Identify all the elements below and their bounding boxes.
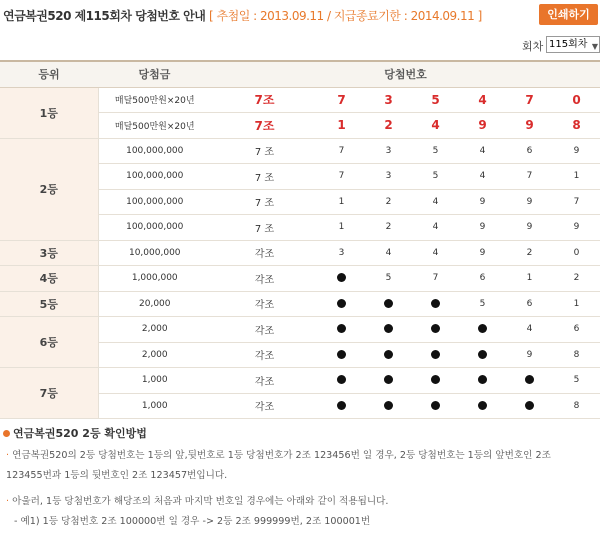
wildcard-dot-icon: [384, 299, 393, 308]
wildcard-dot-icon: [478, 350, 487, 359]
number-cell: 4: [412, 189, 459, 215]
wildcard-dot-icon: [384, 401, 393, 410]
header-amount: 당첨금: [98, 61, 211, 87]
info-line-1: [6, 446, 551, 465]
dot-icon: [412, 368, 459, 394]
number-cell: 9: [459, 215, 506, 241]
amount-cell: 2,000: [98, 342, 211, 368]
group-cell: 7 조: [211, 138, 318, 164]
amount-cell: 2,000: [98, 317, 211, 343]
number-cell: 6: [506, 291, 553, 317]
wildcard-dot-icon: [384, 350, 393, 359]
number-cell: 7: [553, 189, 600, 215]
number-cell: 3: [318, 240, 365, 266]
number-cell: 5: [412, 138, 459, 164]
number-cell: 5: [365, 266, 412, 292]
dot-icon: [506, 368, 553, 394]
wildcard-dot-icon: [478, 375, 487, 384]
amount-cell: 매달500만원×20년: [98, 87, 211, 113]
number-cell: 8: [553, 393, 600, 419]
info-text: 연금복권520의 2등 당첨번호는 1등의 앞,뒷번호로 1등 당첨번호가 2조 123456번 일 경우, 2등 당첨번호는 1등의 앞번호인 2조: [12, 450, 551, 461]
number-cell: 7: [506, 164, 553, 190]
dot-icon: [365, 393, 412, 419]
wildcard-dot-icon: [337, 324, 346, 333]
header-rank: 등위: [0, 61, 98, 87]
number-cell: 4: [506, 317, 553, 343]
number-cell: 4: [412, 215, 459, 241]
amount-cell: 10,000,000: [98, 240, 211, 266]
number-cell: 7: [506, 87, 553, 113]
number-cell: 4: [365, 240, 412, 266]
rank-cell: 3등: [0, 240, 98, 266]
number-cell: 9: [553, 138, 600, 164]
dot-icon: [459, 342, 506, 368]
header: [0, 0, 600, 30]
dot-icon: [412, 393, 459, 419]
number-cell: 3: [365, 164, 412, 190]
dot-icon: [318, 266, 365, 292]
group-cell: 각조: [211, 317, 318, 343]
dot-icon: [318, 317, 365, 343]
number-cell: 7: [318, 87, 365, 113]
print-button[interactable]: 인쇄하기: [539, 4, 598, 25]
number-cell: 1: [506, 266, 553, 292]
table-row: [0, 87, 600, 113]
number-cell: 4: [412, 240, 459, 266]
number-cell: 0: [553, 87, 600, 113]
group-cell: 7조: [211, 87, 318, 113]
dot-icon: [412, 317, 459, 343]
number-cell: 7: [412, 266, 459, 292]
number-cell: 3: [365, 87, 412, 113]
number-cell: 2: [365, 215, 412, 241]
number-cell: 5: [553, 368, 600, 394]
number-cell: 0: [553, 240, 600, 266]
number-cell: 1: [318, 113, 365, 139]
number-cell: 1: [553, 291, 600, 317]
number-cell: 1: [318, 189, 365, 215]
dot-icon: [459, 393, 506, 419]
group-cell: 각조: [211, 291, 318, 317]
info-text: 아울러, 1등 당첨번호가 해당조의 처음과 마지막 번호일 경우에는 아래와 같이 적용됩니다.: [12, 496, 389, 507]
wildcard-dot-icon: [478, 324, 487, 333]
title-text: 연금복권520 제115회차 당첨번호 안내: [3, 9, 206, 23]
amount-cell: 20,000: [98, 291, 211, 317]
wildcard-dot-icon: [337, 299, 346, 308]
info-section-title: [3, 425, 147, 441]
amount-cell: 매달500만원×20년: [98, 113, 211, 139]
wildcard-dot-icon: [337, 350, 346, 359]
dot-icon: [365, 342, 412, 368]
rank-cell: 6등: [0, 317, 98, 368]
number-cell: 5: [459, 291, 506, 317]
number-cell: 7: [318, 164, 365, 190]
table-row: [0, 240, 600, 266]
table-row: [0, 368, 600, 394]
number-cell: 4: [412, 113, 459, 139]
amount-cell: 100,000,000: [98, 138, 211, 164]
dot-icon: [318, 291, 365, 317]
table-row: [0, 291, 600, 317]
amount-cell: 1,000,000: [98, 266, 211, 292]
wildcard-dot-icon: [525, 401, 534, 410]
number-cell: 9: [506, 189, 553, 215]
header-numbers: 당첨번호: [211, 61, 600, 87]
group-cell: 7 조: [211, 189, 318, 215]
round-select[interactable]: [546, 36, 600, 53]
results-table: [0, 60, 600, 419]
dot-icon: [459, 317, 506, 343]
table-header-row: [0, 61, 600, 87]
number-cell: 2: [365, 113, 412, 139]
number-cell: 9: [506, 113, 553, 139]
rank-cell: 5등: [0, 291, 98, 317]
round-select-value: 115회차: [549, 39, 588, 50]
amount-cell: 1,000: [98, 393, 211, 419]
info-text: 123455번과 1등의 뒷번호인 2조 123457번입니다.: [6, 470, 228, 481]
wildcard-dot-icon: [431, 324, 440, 333]
draw-dates: [ 추첨일 : 2013.09.11 / 지급종료기한 : 2014.09.11 ]: [209, 9, 482, 23]
wildcard-dot-icon: [525, 375, 534, 384]
info-line-3: [6, 492, 388, 511]
wildcard-dot-icon: [384, 324, 393, 333]
number-cell: 1: [318, 215, 365, 241]
number-cell: 9: [459, 189, 506, 215]
number-cell: 4: [459, 138, 506, 164]
number-cell: 9: [506, 215, 553, 241]
chevron-down-icon: ▼: [591, 42, 598, 51]
group-cell: 각조: [211, 240, 318, 266]
rank-cell: 7등: [0, 368, 98, 419]
bullet-icon: ·: [6, 496, 13, 507]
table-row: [0, 317, 600, 343]
bullet-icon: [3, 430, 10, 437]
number-cell: 8: [553, 342, 600, 368]
info-line-4: [14, 512, 370, 531]
number-cell: 1: [553, 164, 600, 190]
number-cell: 9: [553, 215, 600, 241]
info-text: - 예1) 1등 당첨번호 2조 100000번 일 경우 -> 2등 2조 999999번, 2조 100001번: [14, 516, 371, 527]
wildcard-dot-icon: [431, 350, 440, 359]
dot-icon: [412, 291, 459, 317]
number-cell: 5: [412, 164, 459, 190]
number-cell: 2: [365, 189, 412, 215]
dot-icon: [318, 368, 365, 394]
round-select-row: [0, 35, 600, 55]
number-cell: 2: [553, 266, 600, 292]
wildcard-dot-icon: [337, 375, 346, 384]
rank-cell: 1등: [0, 87, 98, 138]
table-row: [0, 266, 600, 292]
number-cell: 9: [506, 342, 553, 368]
group-cell: 각조: [211, 266, 318, 292]
number-cell: 7: [318, 138, 365, 164]
group-cell: 각조: [211, 368, 318, 394]
dot-icon: [318, 393, 365, 419]
amount-cell: 100,000,000: [98, 189, 211, 215]
number-cell: 9: [459, 113, 506, 139]
group-cell: 7 조: [211, 215, 318, 241]
page-title: [3, 7, 482, 24]
number-cell: 2: [506, 240, 553, 266]
dot-icon: [318, 342, 365, 368]
number-cell: 9: [459, 240, 506, 266]
amount-cell: 1,000: [98, 368, 211, 394]
number-cell: 4: [459, 87, 506, 113]
amount-cell: 100,000,000: [98, 164, 211, 190]
round-label: 회차: [522, 40, 544, 53]
dot-icon: [459, 368, 506, 394]
wildcard-dot-icon: [337, 273, 346, 282]
dot-icon: [365, 368, 412, 394]
group-cell: 각조: [211, 393, 318, 419]
info-title-text: 연금복권520 2등 확인방법: [13, 427, 147, 440]
group-cell: 7조: [211, 113, 318, 139]
dot-icon: [506, 393, 553, 419]
wildcard-dot-icon: [431, 299, 440, 308]
wildcard-dot-icon: [431, 375, 440, 384]
amount-cell: 100,000,000: [98, 215, 211, 241]
wildcard-dot-icon: [431, 401, 440, 410]
number-cell: 6: [506, 138, 553, 164]
rank-cell: 2등: [0, 138, 98, 240]
number-cell: 4: [459, 164, 506, 190]
dot-icon: [365, 317, 412, 343]
dot-icon: [365, 291, 412, 317]
table-row: [0, 138, 600, 164]
number-cell: 5: [412, 87, 459, 113]
bullet-icon: ·: [6, 450, 13, 461]
wildcard-dot-icon: [478, 401, 487, 410]
wildcard-dot-icon: [337, 401, 346, 410]
rank-cell: 4등: [0, 266, 98, 292]
number-cell: 8: [553, 113, 600, 139]
number-cell: 3: [365, 138, 412, 164]
group-cell: 각조: [211, 342, 318, 368]
group-cell: 7 조: [211, 164, 318, 190]
info-line-2: [6, 466, 227, 485]
dot-icon: [412, 342, 459, 368]
wildcard-dot-icon: [384, 375, 393, 384]
number-cell: 6: [459, 266, 506, 292]
number-cell: 6: [553, 317, 600, 343]
